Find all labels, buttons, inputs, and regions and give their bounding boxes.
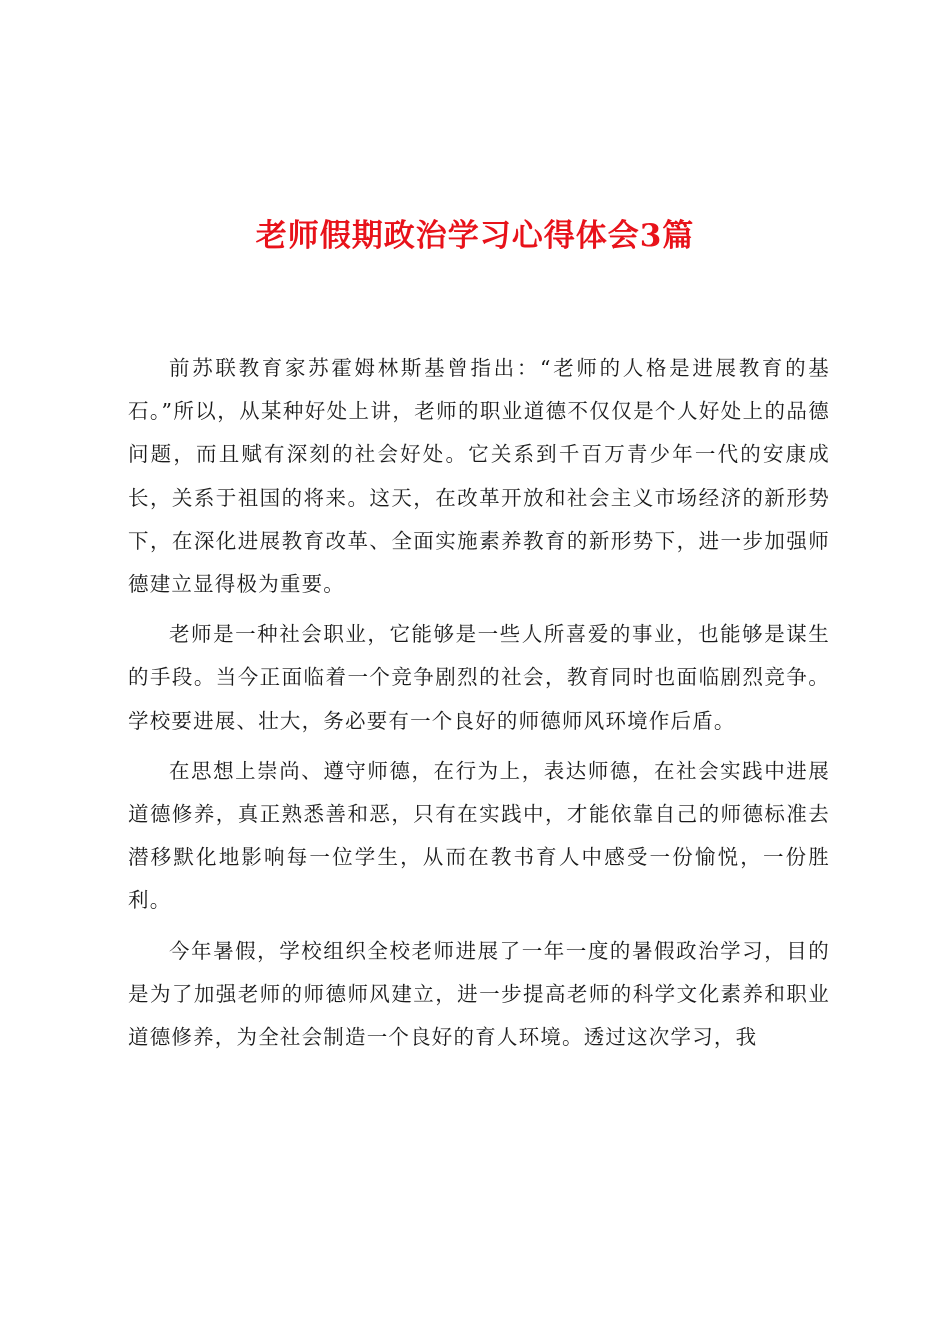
paragraph-2: 老师是一种社会职业，它能够是一些人所喜爱的事业，也能够是谋生的手段。当今正面临着一个竞争剧烈的社会，教育同时也面临剧烈竞争。学校要进展、壮大，务必要有一个良好的师德师风环境作后盾。	[128, 622, 830, 733]
document-title: 老师假期政治学习心得体会3篇	[255, 218, 695, 254]
document-body	[128, 347, 830, 1066]
paragraph-4: 今年暑假，学校组织全校老师进展了一年一度的暑假政治学习，目的是为了加强老师的师德师风建立，进一步提高老师的科学文化素养和职业道德修养，为全社会制造一个良好的育人环境。透过这次学习，我	[128, 938, 830, 1050]
paragraph-3: 在思想上崇尚、遵守师德，在行为上，表达师德，在社会实践中进展道德修养，真正熟悉善和恶，只有在实践中，才能依靠自己的师德标准去潜移默化地影响每一位学生，从而在教书育人中感受一份愉悦，一份胜利。	[128, 758, 830, 913]
paragraph-1: 前苏联教育家苏霍姆林斯基曾指出：“老师的人格是进展教育的基石。”所以，从某种好处上讲，老师的职业道德不仅仅是个人好处上的品德问题，而且赋有深刻的社会好处。它关系到千百万青少年一代的安康成长，关系于祖国的将来。这天，在改革开放和社会主义市场经济的新形势下，在深化进展教育改革、全面实施素养教育的新形势下，进一步加强师德建立显得极为重要。	[128, 356, 830, 597]
